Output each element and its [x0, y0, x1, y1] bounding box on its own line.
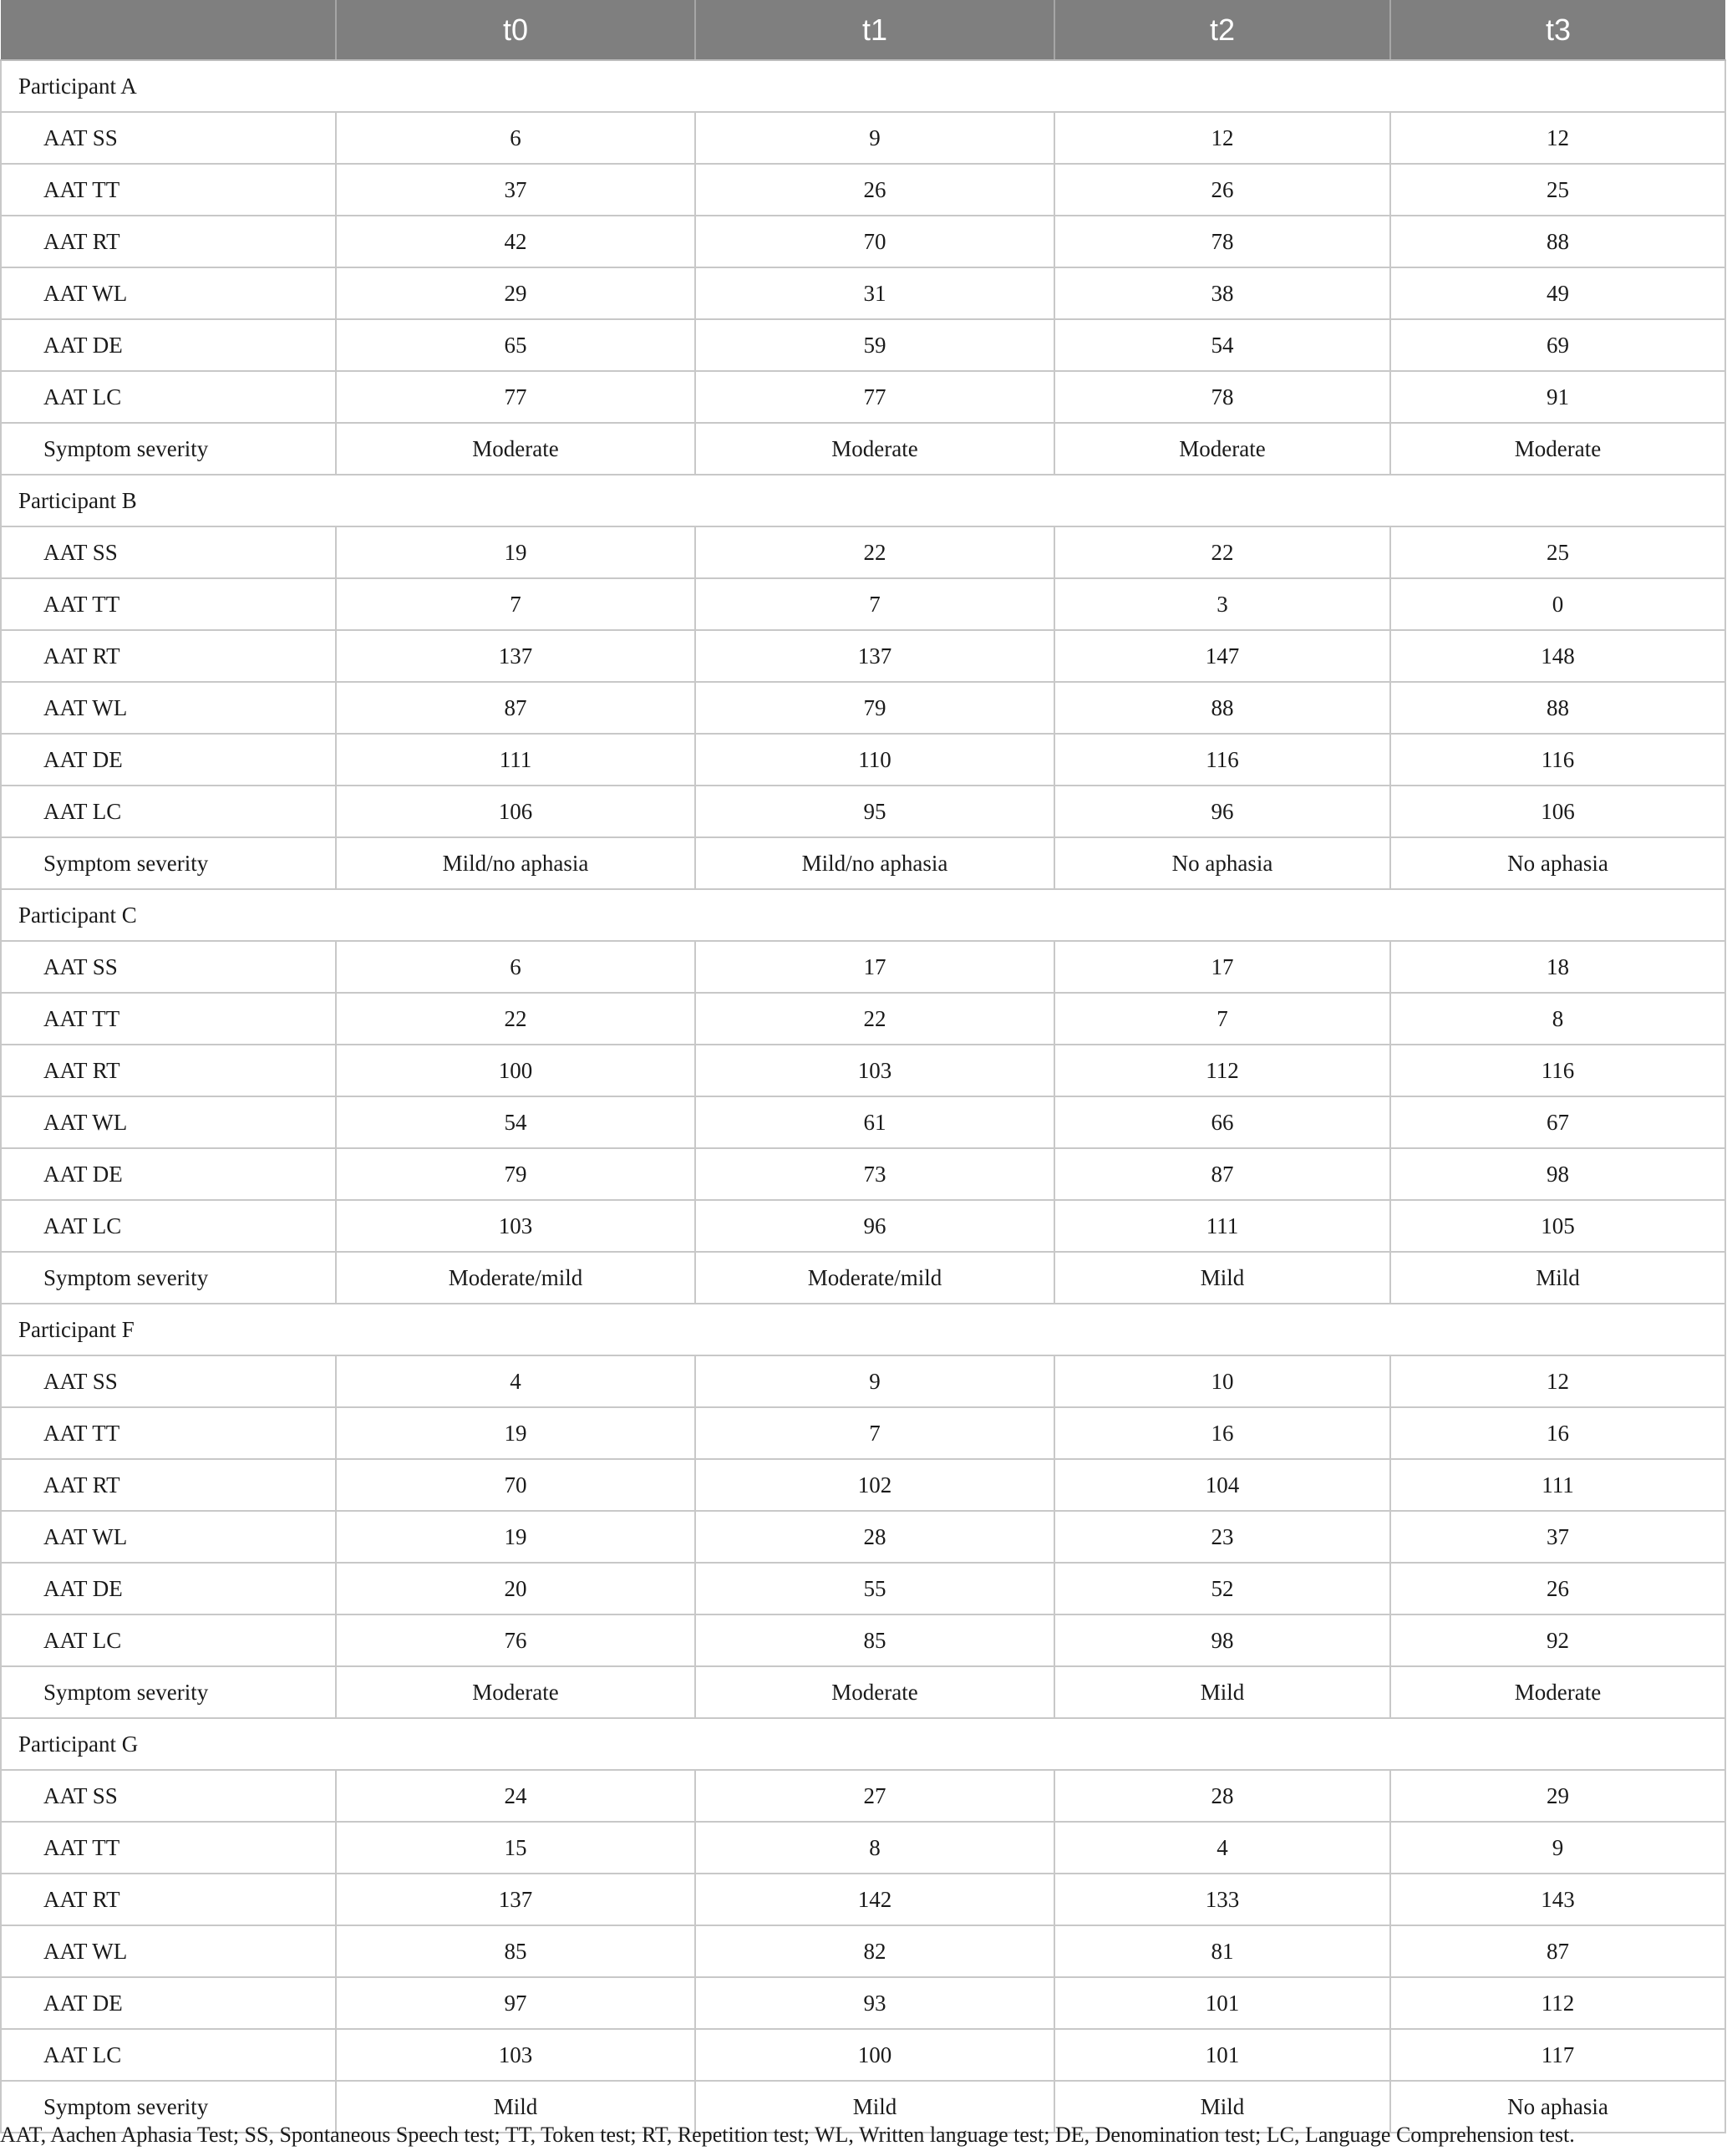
cell-t1: 31 [695, 267, 1054, 319]
cell-t3: 112 [1390, 1977, 1725, 2029]
cell-t0: 22 [336, 993, 695, 1045]
cell-t0: 29 [336, 267, 695, 319]
header-row [1, 0, 1725, 60]
cell-t2: 23 [1054, 1511, 1390, 1563]
participant-group-row [1, 889, 1725, 941]
participant-heading: Participant G [1, 1718, 1725, 1770]
table-row [1, 164, 1725, 216]
cell-t1: 28 [695, 1511, 1054, 1563]
cell-t2: 78 [1054, 371, 1390, 423]
cell-t2: 147 [1054, 630, 1390, 682]
row-label: AAT LC [1, 1200, 336, 1252]
table-row [1, 526, 1725, 578]
cell-t3: 105 [1390, 1200, 1725, 1252]
participant-group-row [1, 475, 1725, 526]
cell-t1: 17 [695, 941, 1054, 993]
cell-t2: 78 [1054, 216, 1390, 267]
table-row [1, 1977, 1725, 2029]
cell-t2: 28 [1054, 1770, 1390, 1822]
cell-t3: 92 [1390, 1614, 1725, 1666]
header-t3: t3 [1390, 0, 1725, 60]
row-label: AAT SS [1, 112, 336, 164]
table-row [1, 1252, 1725, 1304]
cell-t3: 9 [1390, 1822, 1725, 1874]
cell-t2: Mild [1054, 1666, 1390, 1718]
cell-t3: 8 [1390, 993, 1725, 1045]
row-label: AAT WL [1, 267, 336, 319]
cell-t0: 76 [336, 1614, 695, 1666]
cell-t2: 12 [1054, 112, 1390, 164]
table-row [1, 1355, 1725, 1407]
cell-t3: 67 [1390, 1096, 1725, 1148]
cell-t2: 3 [1054, 578, 1390, 630]
cell-t1: 7 [695, 1407, 1054, 1459]
row-label: AAT WL [1, 1925, 336, 1977]
cell-t0: 65 [336, 319, 695, 371]
participant-heading: Participant B [1, 475, 1725, 526]
cell-t0: 77 [336, 371, 695, 423]
cell-t0: 79 [336, 1148, 695, 1200]
cell-t2: 81 [1054, 1925, 1390, 1977]
cell-t0: Moderate [336, 1666, 695, 1718]
cell-t3: 148 [1390, 630, 1725, 682]
table-row [1, 682, 1725, 734]
participant-group-row [1, 1718, 1725, 1770]
cell-t3: 87 [1390, 1925, 1725, 1977]
cell-t2: 66 [1054, 1096, 1390, 1148]
row-label: AAT LC [1, 786, 336, 837]
cell-t1: 59 [695, 319, 1054, 371]
row-label: AAT DE [1, 1977, 336, 2029]
cell-t1: 9 [695, 1355, 1054, 1407]
cell-t0: 6 [336, 112, 695, 164]
cell-t0: 6 [336, 941, 695, 993]
cell-t2: 16 [1054, 1407, 1390, 1459]
cell-t2: 104 [1054, 1459, 1390, 1511]
cell-t2: Mild [1054, 2081, 1390, 2133]
cell-t1: 93 [695, 1977, 1054, 2029]
cell-t2: 96 [1054, 786, 1390, 837]
table-row [1, 423, 1725, 475]
table-header [1, 0, 1725, 60]
participant-group-row [1, 1304, 1725, 1355]
cell-t0: 87 [336, 682, 695, 734]
row-label: AAT TT [1, 993, 336, 1045]
cell-t1: 8 [695, 1822, 1054, 1874]
table-row [1, 1511, 1725, 1563]
cell-t0: 7 [336, 578, 695, 630]
cell-t1: 95 [695, 786, 1054, 837]
row-label: AAT TT [1, 1822, 336, 1874]
participant-heading: Participant A [1, 60, 1725, 112]
table-row [1, 941, 1725, 993]
table-row [1, 1770, 1725, 1822]
table-row [1, 1459, 1725, 1511]
cell-t3: No aphasia [1390, 837, 1725, 889]
cell-t1: 22 [695, 526, 1054, 578]
participant-heading: Participant F [1, 1304, 1725, 1355]
cell-t0: 42 [336, 216, 695, 267]
cell-t3: 143 [1390, 1874, 1725, 1925]
table-row [1, 1045, 1725, 1096]
cell-t2: 88 [1054, 682, 1390, 734]
cell-t0: Mild/no aphasia [336, 837, 695, 889]
cell-t2: 133 [1054, 1874, 1390, 1925]
cell-t0: 106 [336, 786, 695, 837]
row-label: AAT RT [1, 216, 336, 267]
participant-group-row [1, 60, 1725, 112]
table-row [1, 578, 1725, 630]
cell-t2: 54 [1054, 319, 1390, 371]
cell-t0: 20 [336, 1563, 695, 1614]
table-row [1, 1666, 1725, 1718]
cell-t1: 102 [695, 1459, 1054, 1511]
cell-t3: No aphasia [1390, 2081, 1725, 2133]
cell-t3: 37 [1390, 1511, 1725, 1563]
cell-t1: 22 [695, 993, 1054, 1045]
row-label: AAT DE [1, 734, 336, 786]
header-t0: t0 [336, 0, 695, 60]
cell-t3: 117 [1390, 2029, 1725, 2081]
row-label: AAT SS [1, 526, 336, 578]
cell-t2: No aphasia [1054, 837, 1390, 889]
row-label: Symptom severity [1, 1252, 336, 1304]
cell-t1: 79 [695, 682, 1054, 734]
table-row [1, 1148, 1725, 1200]
table-row [1, 786, 1725, 837]
cell-t0: Mild [336, 2081, 695, 2133]
table-body [1, 60, 1725, 2133]
cell-t0: 100 [336, 1045, 695, 1096]
cell-t2: 17 [1054, 941, 1390, 993]
cell-t1: 9 [695, 112, 1054, 164]
cell-t0: 137 [336, 630, 695, 682]
cell-t0: 85 [336, 1925, 695, 1977]
cell-t2: 22 [1054, 526, 1390, 578]
row-label: Symptom severity [1, 1666, 336, 1718]
table-row [1, 630, 1725, 682]
cell-t2: 116 [1054, 734, 1390, 786]
table-row [1, 1200, 1725, 1252]
cell-t3: 0 [1390, 578, 1725, 630]
cell-t2: Mild [1054, 1252, 1390, 1304]
cell-t3: 16 [1390, 1407, 1725, 1459]
cell-t3: 116 [1390, 1045, 1725, 1096]
row-label: AAT LC [1, 1614, 336, 1666]
table-row [1, 371, 1725, 423]
cell-t3: 98 [1390, 1148, 1725, 1200]
cell-t0: Moderate [336, 423, 695, 475]
cell-t2: 87 [1054, 1148, 1390, 1200]
cell-t3: 106 [1390, 786, 1725, 837]
cell-t1: 77 [695, 371, 1054, 423]
row-label: AAT WL [1, 1096, 336, 1148]
cell-t1: Moderate/mild [695, 1252, 1054, 1304]
cell-t2: 10 [1054, 1355, 1390, 1407]
cell-t1: Moderate [695, 423, 1054, 475]
row-label: AAT WL [1, 682, 336, 734]
cell-t0: 15 [336, 1822, 695, 1874]
cell-t0: 19 [336, 1511, 695, 1563]
cell-t3: Moderate [1390, 1666, 1725, 1718]
row-label: AAT SS [1, 1355, 336, 1407]
row-label: Symptom severity [1, 2081, 336, 2133]
row-label: AAT RT [1, 1459, 336, 1511]
cell-t0: 19 [336, 1407, 695, 1459]
cell-t1: 73 [695, 1148, 1054, 1200]
cell-t0: 103 [336, 2029, 695, 2081]
cell-t2: 101 [1054, 2029, 1390, 2081]
row-label: AAT TT [1, 578, 336, 630]
table-row [1, 734, 1725, 786]
cell-t0: 111 [336, 734, 695, 786]
cell-t2: 26 [1054, 164, 1390, 216]
participant-heading: Participant C [1, 889, 1725, 941]
table-row [1, 216, 1725, 267]
cell-t2: 101 [1054, 1977, 1390, 2029]
cell-t3: 111 [1390, 1459, 1725, 1511]
row-label: AAT TT [1, 1407, 336, 1459]
row-label: AAT SS [1, 941, 336, 993]
table-row [1, 319, 1725, 371]
cell-t1: 142 [695, 1874, 1054, 1925]
row-label: AAT LC [1, 2029, 336, 2081]
table-row [1, 1822, 1725, 1874]
cell-t3: 69 [1390, 319, 1725, 371]
cell-t0: 37 [336, 164, 695, 216]
cell-t1: 110 [695, 734, 1054, 786]
cell-t3: 26 [1390, 1563, 1725, 1614]
table-row [1, 993, 1725, 1045]
cell-t3: 116 [1390, 734, 1725, 786]
cell-t3: 91 [1390, 371, 1725, 423]
cell-t1: 7 [695, 578, 1054, 630]
cell-t3: 12 [1390, 1355, 1725, 1407]
cell-t2: 52 [1054, 1563, 1390, 1614]
cell-t3: 18 [1390, 941, 1725, 993]
cell-t0: 24 [336, 1770, 695, 1822]
table-row [1, 1096, 1725, 1148]
cell-t1: 103 [695, 1045, 1054, 1096]
row-label: AAT WL [1, 1511, 336, 1563]
table-row [1, 267, 1725, 319]
table-row [1, 1563, 1725, 1614]
row-label: AAT DE [1, 1563, 336, 1614]
cell-t1: 82 [695, 1925, 1054, 1977]
table-row [1, 1925, 1725, 1977]
table-row [1, 112, 1725, 164]
cell-t3: 88 [1390, 682, 1725, 734]
header-label-column [1, 0, 336, 60]
cell-t2: 112 [1054, 1045, 1390, 1096]
cell-t3: 12 [1390, 112, 1725, 164]
cell-t1: 70 [695, 216, 1054, 267]
cell-t3: 25 [1390, 164, 1725, 216]
table-row [1, 2029, 1725, 2081]
header-t2: t2 [1054, 0, 1390, 60]
cell-t1: 55 [695, 1563, 1054, 1614]
cell-t3: 29 [1390, 1770, 1725, 1822]
cell-t1: 27 [695, 1770, 1054, 1822]
table-row [1, 837, 1725, 889]
cell-t0: 97 [336, 1977, 695, 2029]
row-label: AAT TT [1, 164, 336, 216]
cell-t0: 4 [336, 1355, 695, 1407]
cell-t0: 137 [336, 1874, 695, 1925]
cell-t3: Mild [1390, 1252, 1725, 1304]
table-row [1, 1614, 1725, 1666]
cell-t1: 96 [695, 1200, 1054, 1252]
row-label: Symptom severity [1, 423, 336, 475]
row-label: AAT RT [1, 1045, 336, 1096]
cell-t1: 61 [695, 1096, 1054, 1148]
cell-t0: Moderate/mild [336, 1252, 695, 1304]
row-label: AAT RT [1, 1874, 336, 1925]
cell-t1: Mild [695, 2081, 1054, 2133]
cell-t2: Moderate [1054, 423, 1390, 475]
cell-t2: 111 [1054, 1200, 1390, 1252]
cell-t0: 103 [336, 1200, 695, 1252]
cell-t3: 25 [1390, 526, 1725, 578]
cell-t2: 4 [1054, 1822, 1390, 1874]
row-label: AAT DE [1, 319, 336, 371]
cell-t2: 38 [1054, 267, 1390, 319]
table-footnote: AAT, Aachen Aphasia Test; SS, Spontaneous Speech test; TT, Token test; RT, Repetition test; WL, Written language test; DE, Denomination test; LC, Language Comprehension test. [0, 2123, 1575, 2147]
cell-t0: 70 [336, 1459, 695, 1511]
cell-t3: Moderate [1390, 423, 1725, 475]
cell-t2: 7 [1054, 993, 1390, 1045]
cell-t1: Mild/no aphasia [695, 837, 1054, 889]
cell-t1: 85 [695, 1614, 1054, 1666]
cell-t3: 88 [1390, 216, 1725, 267]
cell-t0: 54 [336, 1096, 695, 1148]
row-label: AAT SS [1, 1770, 336, 1822]
row-label: Symptom severity [1, 837, 336, 889]
table-row [1, 1407, 1725, 1459]
cell-t3: 49 [1390, 267, 1725, 319]
row-label: AAT LC [1, 371, 336, 423]
cell-t1: Moderate [695, 1666, 1054, 1718]
header-t1: t1 [695, 0, 1054, 60]
cell-t1: 26 [695, 164, 1054, 216]
table-row [1, 1874, 1725, 1925]
cell-t1: 137 [695, 630, 1054, 682]
row-label: AAT RT [1, 630, 336, 682]
cell-t2: 98 [1054, 1614, 1390, 1666]
cell-t1: 100 [695, 2029, 1054, 2081]
cell-t0: 19 [336, 526, 695, 578]
row-label: AAT DE [1, 1148, 336, 1200]
